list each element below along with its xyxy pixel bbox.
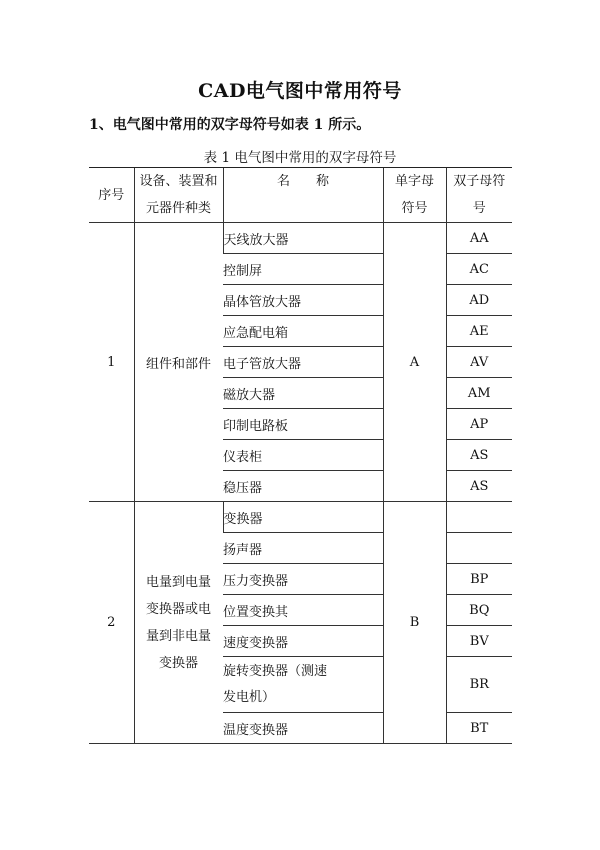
section-heading: 1、电气图中常用的双字母符号如表 1 所示。 <box>89 117 371 133</box>
item-name: 应急配电箱 <box>223 316 383 347</box>
item-name: 温度变换器 <box>223 713 383 744</box>
item-code: BV <box>446 626 512 657</box>
item-name: 印制电路板 <box>223 409 383 440</box>
group-category: 电量到电量 变换器或电 量到非电量 变换器 <box>134 502 223 744</box>
item-code: BP <box>446 564 512 595</box>
item-code: BR <box>446 657 512 713</box>
item-name: 压力变换器 <box>223 564 383 595</box>
item-code: BQ <box>446 595 512 626</box>
group-single-letter: A <box>383 223 446 502</box>
header-category: 设备、装置和 元器件种类 <box>134 168 223 223</box>
item-name: 扬声器 <box>223 533 383 564</box>
item-code: AV <box>446 347 512 378</box>
item-name: 天线放大器 <box>223 223 383 254</box>
item-code: AS <box>446 471 512 502</box>
item-code <box>446 533 512 564</box>
item-code: AP <box>446 409 512 440</box>
item-name: 稳压器 <box>223 471 383 502</box>
header-single-letter: 单字母 符号 <box>383 168 446 223</box>
item-name: 速度变换器 <box>223 626 383 657</box>
item-code: AM <box>446 378 512 409</box>
header-double-letter: 双子母符 号 <box>446 168 512 223</box>
header-name: 名 称 <box>223 168 383 223</box>
item-code: AC <box>446 254 512 285</box>
item-code: AS <box>446 440 512 471</box>
item-code <box>446 502 512 533</box>
item-name: 仪表柜 <box>223 440 383 471</box>
header-seq: 序号 <box>89 168 134 223</box>
item-code: AE <box>446 316 512 347</box>
group-seq: 1 <box>89 223 134 502</box>
item-name: 控制屏 <box>223 254 383 285</box>
group-category: 组件和部件 <box>134 223 223 502</box>
item-code: AA <box>446 223 512 254</box>
item-name: 旋转变换器（测速 发电机） <box>223 657 383 713</box>
page-title: CAD电气图中常用符号 <box>198 80 402 102</box>
item-code: AD <box>446 285 512 316</box>
table-caption: 表 1 电气图中常用的双字母符号 <box>203 150 397 166</box>
group-single-letter: B <box>383 502 446 744</box>
item-name: 变换器 <box>223 502 383 533</box>
item-code: BT <box>446 713 512 744</box>
symbol-table <box>89 167 512 744</box>
table-header-row <box>89 168 512 223</box>
item-name: 磁放大器 <box>223 378 383 409</box>
group-seq: 2 <box>89 502 134 744</box>
table-row <box>89 502 512 533</box>
item-name: 晶体管放大器 <box>223 285 383 316</box>
item-name: 电子管放大器 <box>223 347 383 378</box>
item-name: 位置变换其 <box>223 595 383 626</box>
table-row <box>89 223 512 254</box>
